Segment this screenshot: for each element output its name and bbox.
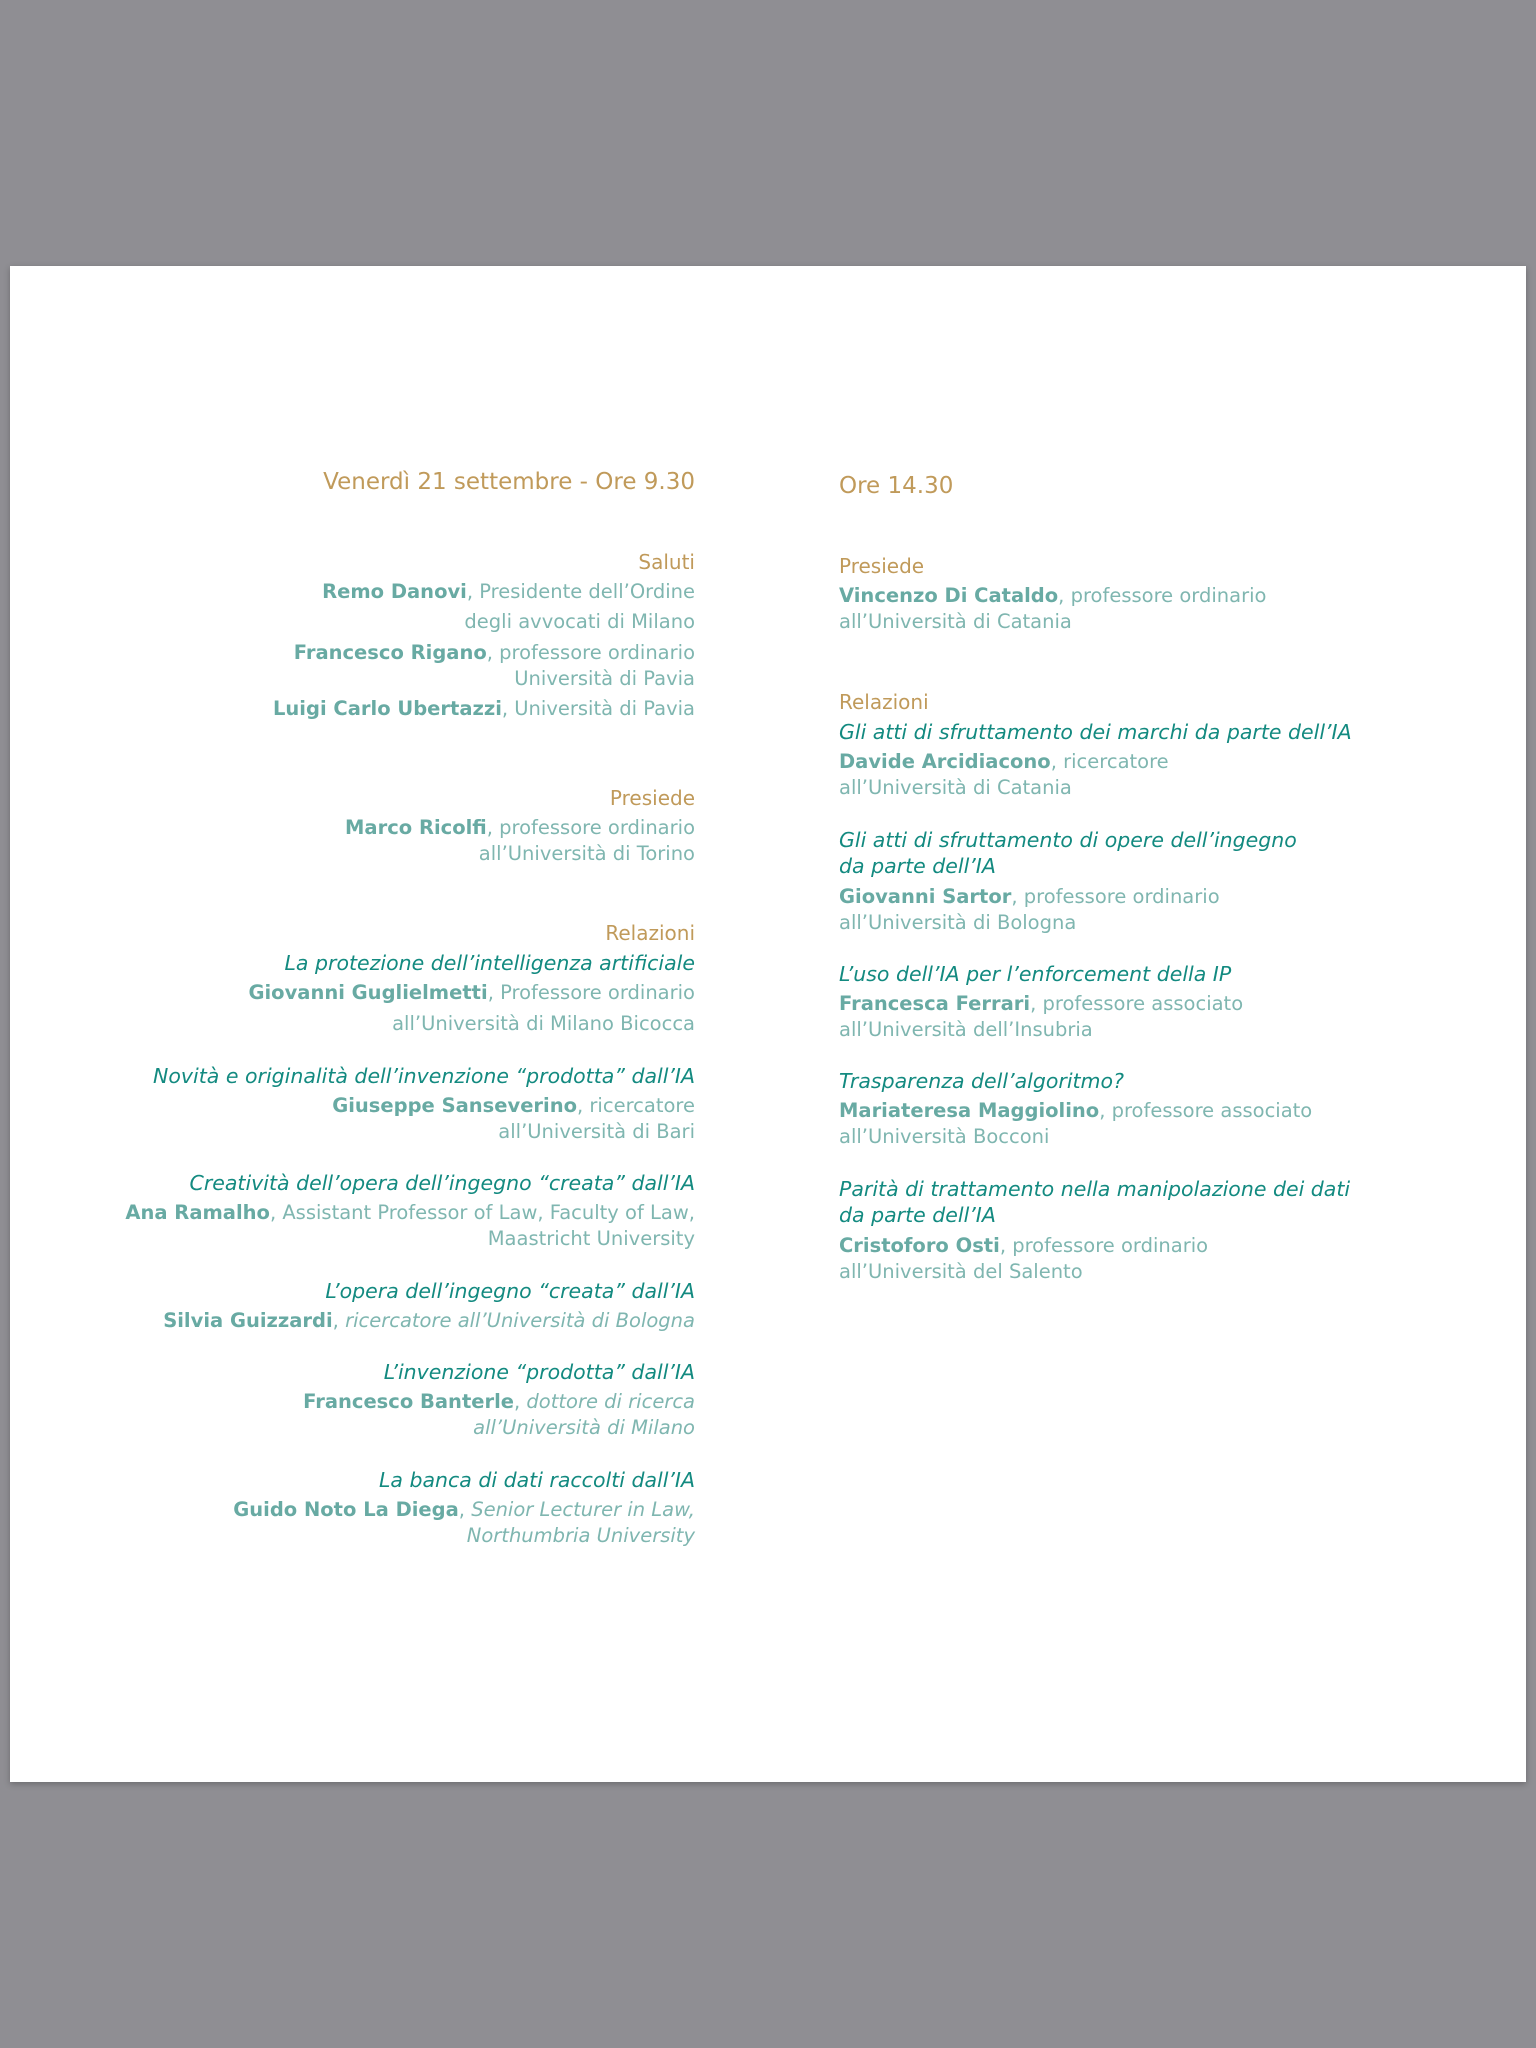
talk-speaker: Giovanni Guglielmetti, Professore ordinario [248,981,695,1004]
talk-speaker: Guido Noto La Diega, Senior Lecturer in Law, [233,1498,695,1521]
speaker-ubertazzi: Luigi Carlo Ubertazzi, Università di Pavia [273,697,695,720]
talk-title: Parità di trattamento nella manipolazione dei dati [839,1177,1351,1201]
talk-title: Trasparenza dell’algoritmo? [839,1069,1124,1093]
afternoon-heading: Ore 14.30 [839,473,954,499]
talk-speaker: Ana Ramalho, Assistant Professor of Law, Faculty of Law, [125,1201,695,1224]
presiede-label: Presiede [609,786,695,810]
talk-speaker: Giuseppe Sanseverino, ricercatore [332,1094,695,1117]
talk-title: L’uso dell’IA per l’enforcement della IP [839,962,1232,986]
chair-dicataldo-affiliation: all’Università di Catania [839,610,1072,633]
talk-speaker-affiliation: all’Università di Milano Bicocca [392,1012,695,1035]
talk-speaker: Davide Arcidiacono, ricercatore [839,750,1169,773]
talk-speaker-affiliation: all’Università Bocconi [839,1125,1050,1148]
talk-title-continued: da parte dell’IA [839,854,996,878]
presiede-label: Presiede [839,554,925,578]
talk-speaker: Cristoforo Osti, professore ordinario [839,1234,1209,1257]
talk-speaker-affiliation: all’Università di Catania [839,776,1072,799]
relazioni-label: Relazioni [605,921,695,945]
talk-speaker-affiliation: all’Università dell’Insubria [839,1018,1093,1041]
speaker-danovi: Remo Danovi, Presidente dell’Ordine [322,580,695,603]
talk-speaker-affiliation: all’Università di Bologna [839,911,1077,934]
talk-title: Novità e originalità dell’invenzione “prodotta” dall’IA [153,1064,695,1088]
speaker-rigano-affiliation: Università di Pavia [514,667,695,690]
talk-title: Creatività dell’opera dell’ingegno “creata” dall’IA [189,1171,695,1195]
relazioni-label: Relazioni [839,690,929,714]
talk-title: L’opera dell’ingegno “creata” dall’IA [325,1279,695,1303]
speaker-danovi-affiliation: degli avvocati di Milano [464,610,695,633]
chair-dicataldo: Vincenzo Di Cataldo, professore ordinario [839,584,1267,607]
talk-title-continued: da parte dell’IA [839,1203,996,1227]
document-page [10,266,1526,1782]
talk-speaker-affiliation: all’Università di Bari [498,1120,695,1143]
talk-title: Gli atti di sfruttamento dei marchi da parte dell’IA [839,720,1352,744]
talk-speaker: Francesca Ferrari, professore associato [839,992,1244,1015]
talk-speaker: Mariateresa Maggiolino, professore associato [839,1099,1313,1122]
talk-speaker-affiliation: all’Università del Salento [839,1260,1083,1283]
talk-title: L’invenzione “prodotta” dall’IA [383,1360,695,1384]
talk-speaker-affiliation: Northumbria University [466,1524,695,1547]
chair-ricolfi: Marco Ricolfi, professore ordinario [345,816,695,839]
chair-ricolfi-affiliation: all’Università di Torino [478,842,695,865]
talk-title: Gli atti di sfruttamento di opere dell’ingegno [839,828,1297,852]
morning-heading: Venerdì 21 settembre - Ore 9.30 [323,469,695,495]
saluti-label: Saluti [638,550,695,574]
talk-title: La protezione dell’intelligenza artificiale [284,951,695,975]
talk-speaker-affiliation: Maastricht University [487,1227,695,1250]
talk-speaker: Silvia Guizzardi, ricercatore all’Università di Bologna [163,1309,695,1332]
talk-speaker: Francesco Banterle, dottore di ricerca [303,1390,695,1413]
talk-speaker-affiliation: all’Università di Milano [473,1416,695,1439]
talk-speaker: Giovanni Sartor, professore ordinario [839,885,1220,908]
speaker-rigano: Francesco Rigano, professore ordinario [293,641,695,664]
talk-title: La banca di dati raccolti dall’IA [378,1468,695,1492]
